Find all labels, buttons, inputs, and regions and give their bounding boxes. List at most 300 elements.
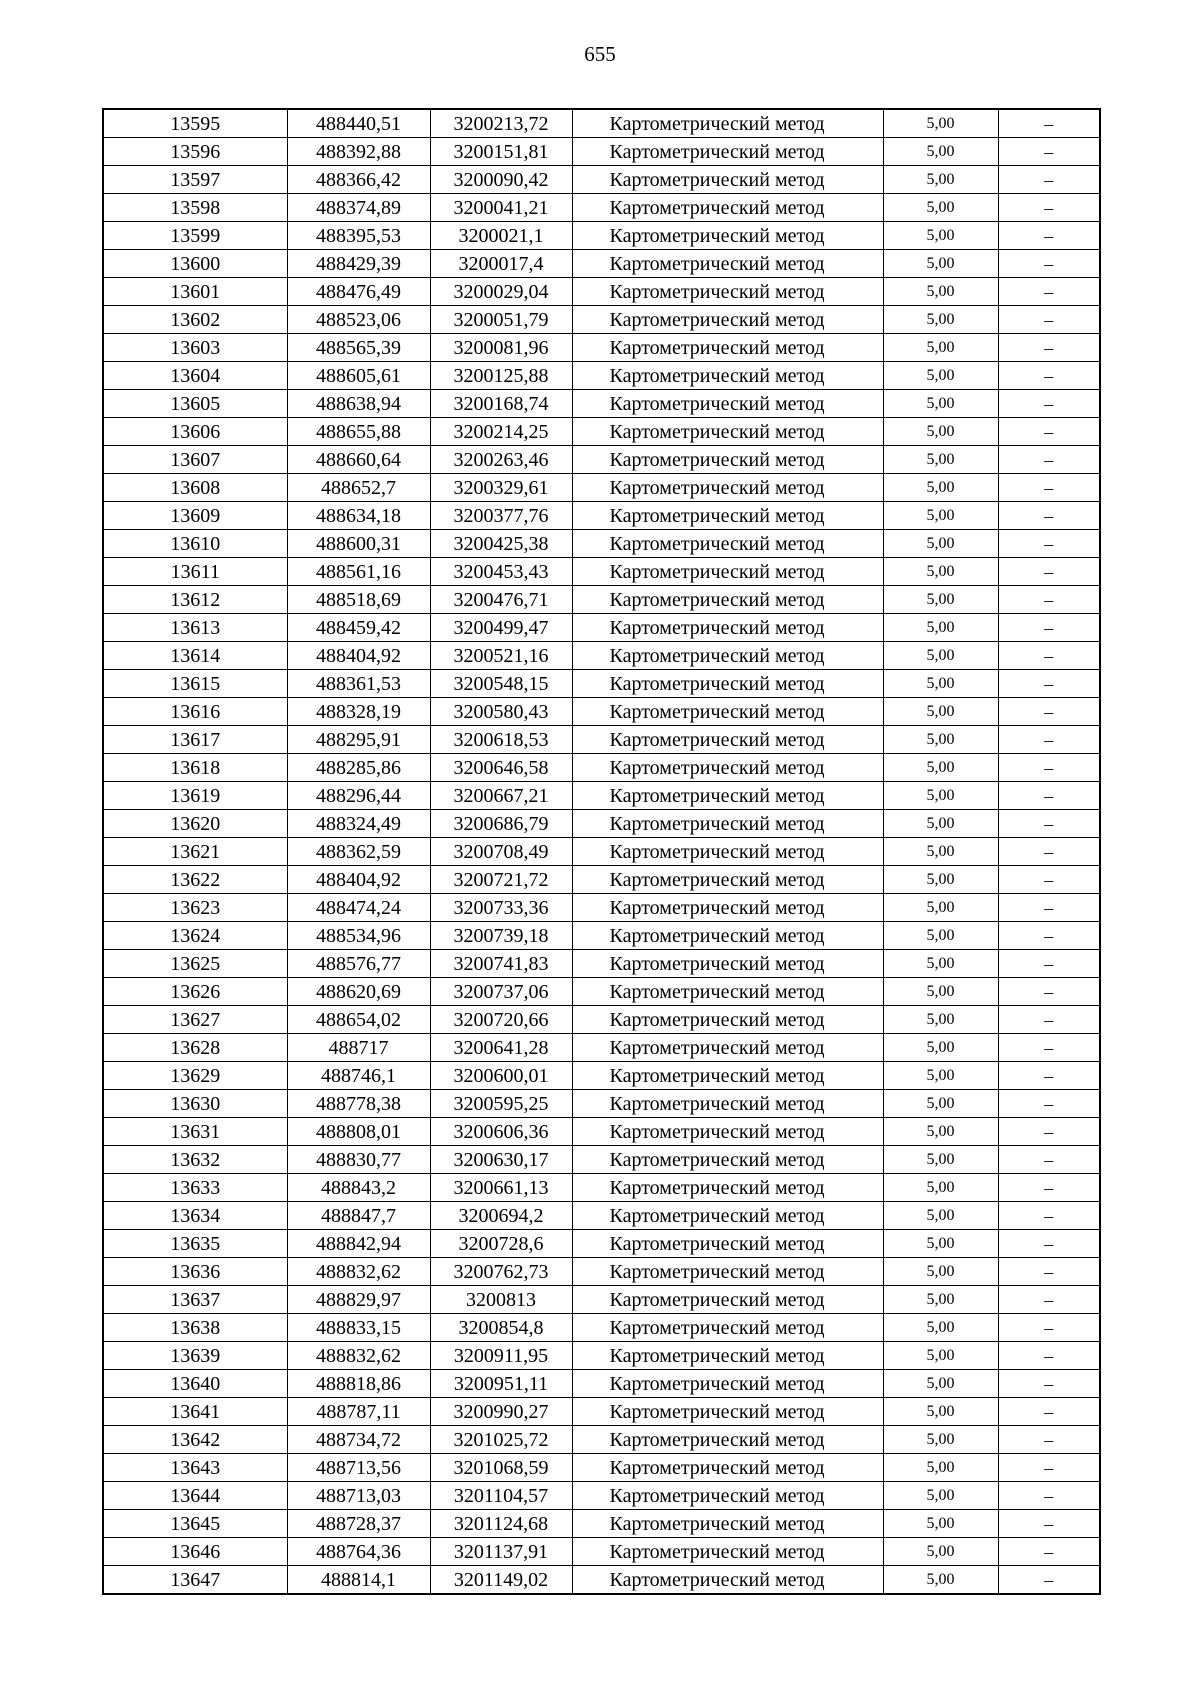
point-number-cell: 13647: [103, 1566, 287, 1595]
y-coordinate-cell: 3200595,25: [430, 1090, 572, 1118]
dash-cell: –: [998, 109, 1100, 138]
method-cell: Картометрический метод: [572, 334, 883, 362]
method-cell: Картометрический метод: [572, 109, 883, 138]
table-row: [103, 950, 1100, 978]
accuracy-cell: 5,00: [883, 978, 998, 1006]
dash-cell: –: [998, 1118, 1100, 1146]
point-number-cell: 13613: [103, 614, 287, 642]
y-coordinate-cell: 3200453,43: [430, 558, 572, 586]
dash-cell: –: [998, 922, 1100, 950]
dash-cell: –: [998, 530, 1100, 558]
x-coordinate-cell: 488285,86: [287, 754, 430, 782]
y-coordinate-cell: 3200041,21: [430, 194, 572, 222]
y-coordinate-cell: 3201025,72: [430, 1426, 572, 1454]
y-coordinate-cell: 3200739,18: [430, 922, 572, 950]
point-number-cell: 13609: [103, 502, 287, 530]
accuracy-cell: 5,00: [883, 1510, 998, 1538]
method-cell: Картометрический метод: [572, 726, 883, 754]
method-cell: Картометрический метод: [572, 782, 883, 810]
y-coordinate-cell: 3200708,49: [430, 838, 572, 866]
method-cell: Картометрический метод: [572, 586, 883, 614]
x-coordinate-cell: 488787,11: [287, 1398, 430, 1426]
y-coordinate-cell: 3200990,27: [430, 1398, 572, 1426]
accuracy-cell: 5,00: [883, 922, 998, 950]
y-coordinate-cell: 3200911,95: [430, 1342, 572, 1370]
table-row: [103, 558, 1100, 586]
dash-cell: –: [998, 1398, 1100, 1426]
table-row: [103, 138, 1100, 166]
table-row: [103, 250, 1100, 278]
table-row: [103, 1538, 1100, 1566]
x-coordinate-cell: 488295,91: [287, 726, 430, 754]
table-row: [103, 1174, 1100, 1202]
point-number-cell: 13622: [103, 866, 287, 894]
dash-cell: –: [998, 1090, 1100, 1118]
x-coordinate-cell: 488620,69: [287, 978, 430, 1006]
table-row: [103, 698, 1100, 726]
dash-cell: –: [998, 502, 1100, 530]
point-number-cell: 13610: [103, 530, 287, 558]
accuracy-cell: 5,00: [883, 1202, 998, 1230]
method-cell: Картометрический метод: [572, 1510, 883, 1538]
table-row: [103, 1482, 1100, 1510]
x-coordinate-cell: 488605,61: [287, 362, 430, 390]
x-coordinate-cell: 488459,42: [287, 614, 430, 642]
table-row: [103, 1370, 1100, 1398]
table-row: [103, 894, 1100, 922]
method-cell: Картометрический метод: [572, 1202, 883, 1230]
table-row: [103, 1062, 1100, 1090]
dash-cell: –: [998, 418, 1100, 446]
table-row: [103, 866, 1100, 894]
table-row: [103, 1454, 1100, 1482]
table-row: [103, 1006, 1100, 1034]
accuracy-cell: 5,00: [883, 1314, 998, 1342]
method-cell: Картометрический метод: [572, 754, 883, 782]
y-coordinate-cell: 3200051,79: [430, 306, 572, 334]
y-coordinate-cell: 3200694,2: [430, 1202, 572, 1230]
dash-cell: –: [998, 782, 1100, 810]
accuracy-cell: 5,00: [883, 1258, 998, 1286]
method-cell: Картометрический метод: [572, 502, 883, 530]
x-coordinate-cell: 488832,62: [287, 1258, 430, 1286]
x-coordinate-cell: 488713,03: [287, 1482, 430, 1510]
method-cell: Картометрический метод: [572, 1426, 883, 1454]
method-cell: Картометрический метод: [572, 1454, 883, 1482]
point-number-cell: 13645: [103, 1510, 287, 1538]
accuracy-cell: 5,00: [883, 194, 998, 222]
accuracy-cell: 5,00: [883, 642, 998, 670]
x-coordinate-cell: 488374,89: [287, 194, 430, 222]
point-number-cell: 13627: [103, 1006, 287, 1034]
y-coordinate-cell: 3200580,43: [430, 698, 572, 726]
point-number-cell: 13596: [103, 138, 287, 166]
point-number-cell: 13606: [103, 418, 287, 446]
dash-cell: –: [998, 670, 1100, 698]
table-row: [103, 726, 1100, 754]
method-cell: Картометрический метод: [572, 474, 883, 502]
x-coordinate-cell: 488830,77: [287, 1146, 430, 1174]
table-row: [103, 642, 1100, 670]
method-cell: Картометрический метод: [572, 1370, 883, 1398]
method-cell: Картометрический метод: [572, 1482, 883, 1510]
y-coordinate-cell: 3201149,02: [430, 1566, 572, 1595]
point-number-cell: 13639: [103, 1342, 287, 1370]
method-cell: Картометрический метод: [572, 306, 883, 334]
dash-cell: –: [998, 1034, 1100, 1062]
point-number-cell: 13616: [103, 698, 287, 726]
page-number: 655: [584, 42, 616, 66]
accuracy-cell: 5,00: [883, 109, 998, 138]
point-number-cell: 13611: [103, 558, 287, 586]
y-coordinate-cell: 3200499,47: [430, 614, 572, 642]
table-row: [103, 334, 1100, 362]
x-coordinate-cell: 488847,7: [287, 1202, 430, 1230]
method-cell: Картометрический метод: [572, 558, 883, 586]
dash-cell: –: [998, 278, 1100, 306]
x-coordinate-cell: 488734,72: [287, 1426, 430, 1454]
y-coordinate-cell: 3200728,6: [430, 1230, 572, 1258]
dash-cell: –: [998, 642, 1100, 670]
point-number-cell: 13634: [103, 1202, 287, 1230]
y-coordinate-cell: 3200021,1: [430, 222, 572, 250]
accuracy-cell: 5,00: [883, 474, 998, 502]
table-row: [103, 838, 1100, 866]
y-coordinate-cell: 3200151,81: [430, 138, 572, 166]
x-coordinate-cell: 488764,36: [287, 1538, 430, 1566]
x-coordinate-cell: 488660,64: [287, 446, 430, 474]
x-coordinate-cell: 488561,16: [287, 558, 430, 586]
table-row: [103, 166, 1100, 194]
y-coordinate-cell: 3200213,72: [430, 109, 572, 138]
x-coordinate-cell: 488395,53: [287, 222, 430, 250]
point-number-cell: 13602: [103, 306, 287, 334]
method-cell: Картометрический метод: [572, 670, 883, 698]
point-number-cell: 13642: [103, 1426, 287, 1454]
method-cell: Картометрический метод: [572, 1034, 883, 1062]
method-cell: Картометрический метод: [572, 390, 883, 418]
dash-cell: –: [998, 614, 1100, 642]
accuracy-cell: 5,00: [883, 1342, 998, 1370]
x-coordinate-cell: 488843,2: [287, 1174, 430, 1202]
accuracy-cell: 5,00: [883, 390, 998, 418]
method-cell: Картометрический метод: [572, 1258, 883, 1286]
point-number-cell: 13595: [103, 109, 287, 138]
accuracy-cell: 5,00: [883, 1230, 998, 1258]
dash-cell: –: [998, 1230, 1100, 1258]
accuracy-cell: 5,00: [883, 446, 998, 474]
method-cell: Картометрический метод: [572, 446, 883, 474]
point-number-cell: 13597: [103, 166, 287, 194]
method-cell: Картометрический метод: [572, 1566, 883, 1595]
table-row: [103, 278, 1100, 306]
dash-cell: –: [998, 1482, 1100, 1510]
x-coordinate-cell: 488576,77: [287, 950, 430, 978]
dash-cell: –: [998, 894, 1100, 922]
accuracy-cell: 5,00: [883, 810, 998, 838]
x-coordinate-cell: 488392,88: [287, 138, 430, 166]
y-coordinate-cell: 3200029,04: [430, 278, 572, 306]
x-coordinate-cell: 488833,15: [287, 1314, 430, 1342]
y-coordinate-cell: 3200377,76: [430, 502, 572, 530]
method-cell: Картометрический метод: [572, 138, 883, 166]
method-cell: Картометрический метод: [572, 1118, 883, 1146]
point-number-cell: 13601: [103, 278, 287, 306]
accuracy-cell: 5,00: [883, 838, 998, 866]
method-cell: Картометрический метод: [572, 922, 883, 950]
x-coordinate-cell: 488829,97: [287, 1286, 430, 1314]
method-cell: Картометрический метод: [572, 1006, 883, 1034]
accuracy-cell: 5,00: [883, 950, 998, 978]
accuracy-cell: 5,00: [883, 1090, 998, 1118]
y-coordinate-cell: 3200168,74: [430, 390, 572, 418]
dash-cell: –: [998, 390, 1100, 418]
table-row: [103, 1510, 1100, 1538]
table-row: [103, 1118, 1100, 1146]
method-cell: Картометрический метод: [572, 530, 883, 558]
point-number-cell: 13626: [103, 978, 287, 1006]
y-coordinate-cell: 3200641,28: [430, 1034, 572, 1062]
x-coordinate-cell: 488778,38: [287, 1090, 430, 1118]
dash-cell: –: [998, 726, 1100, 754]
x-coordinate-cell: 488818,86: [287, 1370, 430, 1398]
dash-cell: –: [998, 1146, 1100, 1174]
table-row: [103, 754, 1100, 782]
dash-cell: –: [998, 698, 1100, 726]
point-number-cell: 13619: [103, 782, 287, 810]
accuracy-cell: 5,00: [883, 418, 998, 446]
accuracy-cell: 5,00: [883, 1454, 998, 1482]
dash-cell: –: [998, 1454, 1100, 1482]
table-row: [103, 474, 1100, 502]
dash-cell: –: [998, 1006, 1100, 1034]
y-coordinate-cell: 3200600,01: [430, 1062, 572, 1090]
method-cell: Картометрический метод: [572, 194, 883, 222]
accuracy-cell: 5,00: [883, 1034, 998, 1062]
point-number-cell: 13638: [103, 1314, 287, 1342]
table-row: [103, 670, 1100, 698]
x-coordinate-cell: 488324,49: [287, 810, 430, 838]
point-number-cell: 13631: [103, 1118, 287, 1146]
table-row: [103, 782, 1100, 810]
accuracy-cell: 5,00: [883, 1398, 998, 1426]
point-number-cell: 13608: [103, 474, 287, 502]
y-coordinate-cell: 3200741,83: [430, 950, 572, 978]
point-number-cell: 13646: [103, 1538, 287, 1566]
table-row: [103, 614, 1100, 642]
x-coordinate-cell: 488534,96: [287, 922, 430, 950]
accuracy-cell: 5,00: [883, 166, 998, 194]
table-row: [103, 1258, 1100, 1286]
accuracy-cell: 5,00: [883, 1006, 998, 1034]
dash-cell: –: [998, 1202, 1100, 1230]
y-coordinate-cell: 3200017,4: [430, 250, 572, 278]
point-number-cell: 13604: [103, 362, 287, 390]
x-coordinate-cell: 488842,94: [287, 1230, 430, 1258]
table-row: [103, 1202, 1100, 1230]
y-coordinate-cell: 3200762,73: [430, 1258, 572, 1286]
method-cell: Картометрический метод: [572, 222, 883, 250]
method-cell: Картометрический метод: [572, 810, 883, 838]
accuracy-cell: 5,00: [883, 614, 998, 642]
accuracy-cell: 5,00: [883, 1118, 998, 1146]
method-cell: Картометрический метод: [572, 838, 883, 866]
accuracy-cell: 5,00: [883, 754, 998, 782]
x-coordinate-cell: 488328,19: [287, 698, 430, 726]
y-coordinate-cell: 3200263,46: [430, 446, 572, 474]
table-row: [103, 922, 1100, 950]
y-coordinate-cell: 3200081,96: [430, 334, 572, 362]
y-coordinate-cell: 3200721,72: [430, 866, 572, 894]
y-coordinate-cell: 3200618,53: [430, 726, 572, 754]
accuracy-cell: 5,00: [883, 250, 998, 278]
point-number-cell: 13628: [103, 1034, 287, 1062]
y-coordinate-cell: 3200733,36: [430, 894, 572, 922]
method-cell: Картометрический метод: [572, 278, 883, 306]
method-cell: Картометрический метод: [572, 1398, 883, 1426]
point-number-cell: 13620: [103, 810, 287, 838]
accuracy-cell: 5,00: [883, 586, 998, 614]
dash-cell: –: [998, 1342, 1100, 1370]
method-cell: Картометрический метод: [572, 614, 883, 642]
table-row: [103, 306, 1100, 334]
point-number-cell: 13617: [103, 726, 287, 754]
accuracy-cell: 5,00: [883, 362, 998, 390]
method-cell: Картометрический метод: [572, 1174, 883, 1202]
x-coordinate-cell: 488476,49: [287, 278, 430, 306]
dash-cell: –: [998, 1286, 1100, 1314]
x-coordinate-cell: 488404,92: [287, 866, 430, 894]
x-coordinate-cell: 488565,39: [287, 334, 430, 362]
x-coordinate-cell: 488713,56: [287, 1454, 430, 1482]
y-coordinate-cell: 3201104,57: [430, 1482, 572, 1510]
x-coordinate-cell: 488814,1: [287, 1566, 430, 1595]
accuracy-cell: 5,00: [883, 866, 998, 894]
point-number-cell: 13632: [103, 1146, 287, 1174]
accuracy-cell: 5,00: [883, 1538, 998, 1566]
accuracy-cell: 5,00: [883, 1566, 998, 1595]
accuracy-cell: 5,00: [883, 782, 998, 810]
dash-cell: –: [998, 222, 1100, 250]
method-cell: Картометрический метод: [572, 418, 883, 446]
accuracy-cell: 5,00: [883, 558, 998, 586]
y-coordinate-cell: 3200661,13: [430, 1174, 572, 1202]
dash-cell: –: [998, 1426, 1100, 1454]
point-number-cell: 13623: [103, 894, 287, 922]
point-number-cell: 13618: [103, 754, 287, 782]
table-row: [103, 1286, 1100, 1314]
x-coordinate-cell: 488429,39: [287, 250, 430, 278]
dash-cell: –: [998, 754, 1100, 782]
x-coordinate-cell: 488440,51: [287, 109, 430, 138]
method-cell: Картометрический метод: [572, 362, 883, 390]
point-number-cell: 13633: [103, 1174, 287, 1202]
point-number-cell: 13643: [103, 1454, 287, 1482]
y-coordinate-cell: 3200737,06: [430, 978, 572, 1006]
x-coordinate-cell: 488746,1: [287, 1062, 430, 1090]
y-coordinate-cell: 3201137,91: [430, 1538, 572, 1566]
accuracy-cell: 5,00: [883, 894, 998, 922]
coordinates-table-body: [103, 109, 1100, 1594]
table-row: [103, 586, 1100, 614]
x-coordinate-cell: 488366,42: [287, 166, 430, 194]
point-number-cell: 13636: [103, 1258, 287, 1286]
table-row: [103, 446, 1100, 474]
point-number-cell: 13605: [103, 390, 287, 418]
dash-cell: –: [998, 446, 1100, 474]
point-number-cell: 13624: [103, 922, 287, 950]
dash-cell: –: [998, 810, 1100, 838]
x-coordinate-cell: 488296,44: [287, 782, 430, 810]
point-number-cell: 13625: [103, 950, 287, 978]
y-coordinate-cell: 3200630,17: [430, 1146, 572, 1174]
method-cell: Картометрический метод: [572, 698, 883, 726]
dash-cell: –: [998, 950, 1100, 978]
method-cell: Картометрический метод: [572, 1230, 883, 1258]
accuracy-cell: 5,00: [883, 1482, 998, 1510]
table-row: [103, 978, 1100, 1006]
accuracy-cell: 5,00: [883, 138, 998, 166]
method-cell: Картометрический метод: [572, 1342, 883, 1370]
point-number-cell: 13630: [103, 1090, 287, 1118]
x-coordinate-cell: 488518,69: [287, 586, 430, 614]
dash-cell: –: [998, 1510, 1100, 1538]
dash-cell: –: [998, 1062, 1100, 1090]
y-coordinate-cell: 3200548,15: [430, 670, 572, 698]
method-cell: Картометрический метод: [572, 866, 883, 894]
x-coordinate-cell: 488808,01: [287, 1118, 430, 1146]
accuracy-cell: 5,00: [883, 502, 998, 530]
dash-cell: –: [998, 1566, 1100, 1595]
x-coordinate-cell: 488638,94: [287, 390, 430, 418]
x-coordinate-cell: 488474,24: [287, 894, 430, 922]
method-cell: Картометрический метод: [572, 950, 883, 978]
accuracy-cell: 5,00: [883, 1062, 998, 1090]
x-coordinate-cell: 488634,18: [287, 502, 430, 530]
method-cell: Картометрический метод: [572, 166, 883, 194]
y-coordinate-cell: 3200425,38: [430, 530, 572, 558]
point-number-cell: 13635: [103, 1230, 287, 1258]
method-cell: Картометрический метод: [572, 894, 883, 922]
x-coordinate-cell: 488832,62: [287, 1342, 430, 1370]
y-coordinate-cell: 3200720,66: [430, 1006, 572, 1034]
x-coordinate-cell: 488652,7: [287, 474, 430, 502]
table-row: [103, 1426, 1100, 1454]
y-coordinate-cell: 3200667,21: [430, 782, 572, 810]
y-coordinate-cell: 3200813: [430, 1286, 572, 1314]
method-cell: Картометрический метод: [572, 978, 883, 1006]
point-number-cell: 13598: [103, 194, 287, 222]
accuracy-cell: 5,00: [883, 222, 998, 250]
table-row: [103, 1146, 1100, 1174]
y-coordinate-cell: 3200090,42: [430, 166, 572, 194]
accuracy-cell: 5,00: [883, 726, 998, 754]
y-coordinate-cell: 3200606,36: [430, 1118, 572, 1146]
method-cell: Картометрический метод: [572, 1538, 883, 1566]
point-number-cell: 13641: [103, 1398, 287, 1426]
accuracy-cell: 5,00: [883, 278, 998, 306]
dash-cell: –: [998, 586, 1100, 614]
table-row: [103, 1090, 1100, 1118]
y-coordinate-cell: 3200125,88: [430, 362, 572, 390]
table-row: [103, 1230, 1100, 1258]
x-coordinate-cell: 488655,88: [287, 418, 430, 446]
table-row: [103, 1314, 1100, 1342]
point-number-cell: 13612: [103, 586, 287, 614]
point-number-cell: 13637: [103, 1286, 287, 1314]
y-coordinate-cell: 3200214,25: [430, 418, 572, 446]
accuracy-cell: 5,00: [883, 306, 998, 334]
